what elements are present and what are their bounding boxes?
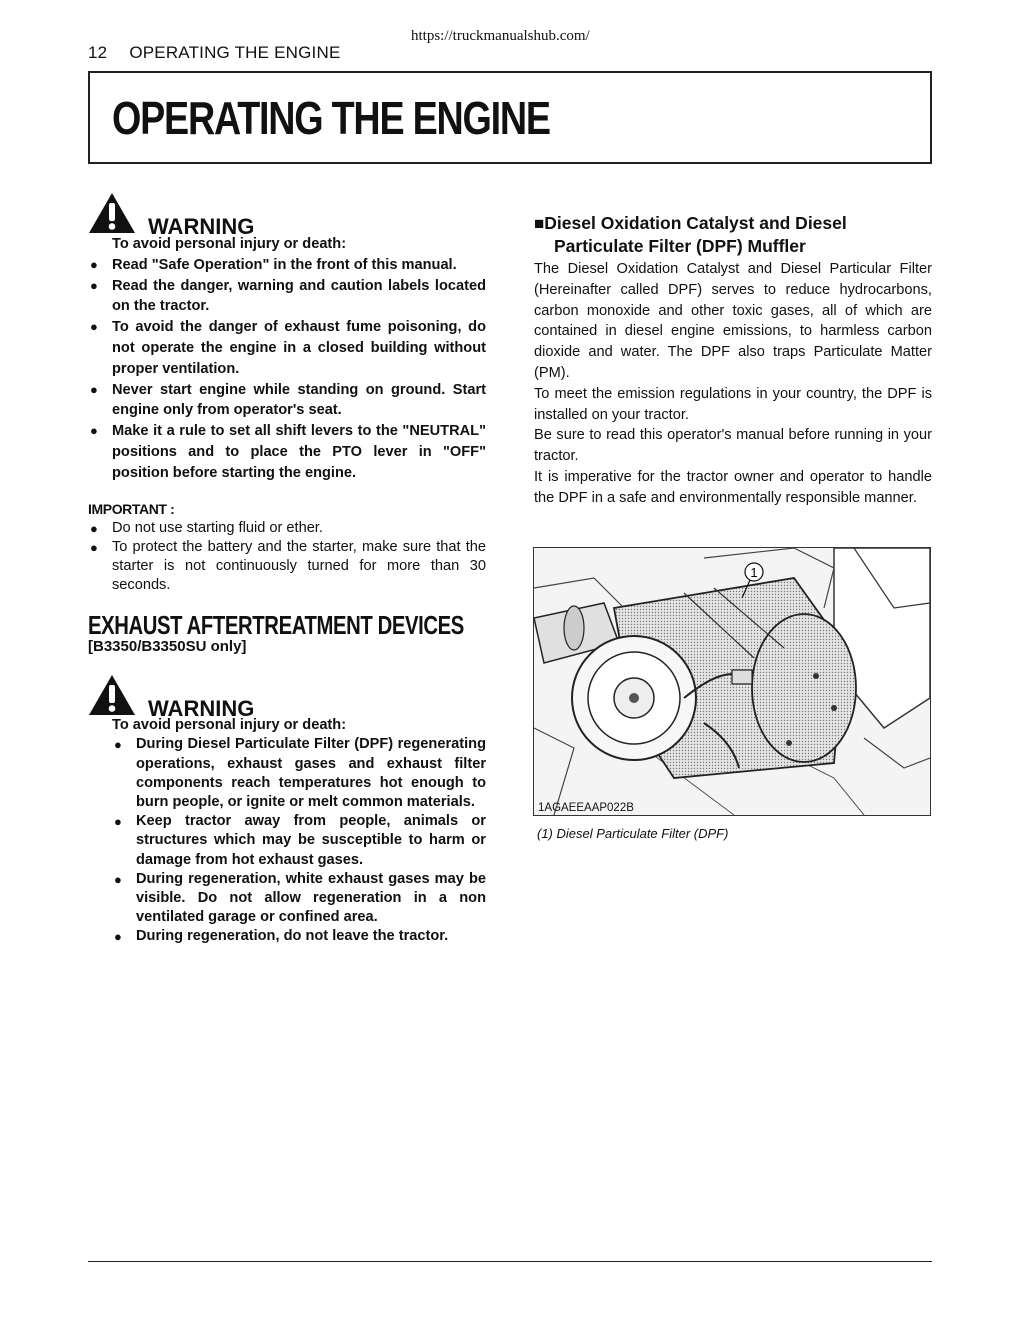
figure-callout-number: 1 — [750, 565, 758, 580]
running-title: OPERATING THE ENGINE — [129, 43, 341, 62]
dpf-figure — [533, 547, 931, 816]
warning-header — [88, 674, 486, 722]
warning-intro: To avoid personal injury or death: — [112, 236, 347, 252]
warning-list — [88, 255, 486, 484]
list-item: ● Read the danger, warning and caution labels located on the tractor. — [88, 276, 486, 318]
section-block — [88, 609, 486, 659]
important-block — [88, 500, 486, 595]
footer-rule — [88, 1261, 932, 1262]
list-item: ● Keep tractor away from people, animals or structures which may be susceptible to harm or damage from hot exhaust gases. — [112, 812, 486, 870]
warning-list — [112, 735, 486, 946]
paragraph: Be sure to read this operator's manual before running in your tractor. — [534, 427, 932, 465]
list-item: ● Do not use starting fluid or ether. — [88, 519, 486, 538]
paragraph: The Diesel Oxidation Catalyst and Diesel Particular Filter (Hereinafter called DPF) serves to reduce hydrocarbons, carbon monoxide and other toxic gases, all of which are contained in diesel engine emissions, to harmless carbon dioxide and water. The DPF also traps Particulate Matter (PM). — [534, 261, 932, 381]
important-list — [88, 519, 486, 595]
right-column — [534, 212, 932, 509]
list-item: ● Never start engine while standing on ground. Start engine only from operator's seat. — [88, 380, 486, 422]
dpf-illustration — [534, 548, 930, 815]
warning-intro: To avoid personal injury or death: — [112, 717, 347, 734]
list-item: ● Make it a rule to set all shift levers to the "NEUTRAL" positions and to place the PTO lever in "OFF" position before starting the engine. — [88, 421, 486, 483]
warning-triangle-icon — [88, 674, 136, 716]
warning-header — [88, 192, 486, 239]
section-subheading: [B3350/B3350SU only] — [88, 638, 247, 656]
left-column — [88, 192, 486, 947]
paragraph: It is imperative for the tractor owner and operator to handle the DPF in a safe and environmentally responsible manner. — [534, 468, 932, 506]
section-heading: EXHAUST AFTERTREATMENT DEVICES — [88, 609, 464, 640]
page-number: 12 — [88, 43, 108, 62]
warning-triangle-icon — [88, 192, 136, 234]
list-item: ● To protect the battery and the starter, make sure that the starter is not continuously turned for more than 30 seconds. — [88, 538, 486, 595]
list-item: ● During Diesel Particulate Filter (DPF) regenerating operations, exhaust gases and exhaust filter components reach temperatures hot enough to burn people, or ignite or melt common materials. — [112, 735, 486, 812]
warning-block-2 — [88, 674, 486, 946]
figure-code: 1AGAEEAAP022B — [538, 802, 634, 814]
paragraph: To meet the emission regulations in your country, the DPF is installed on your tractor. — [534, 385, 932, 423]
list-item: ● To avoid the danger of exhaust fume poisoning, do not operate the engine in a closed building without proper ventilation. — [88, 317, 486, 379]
warning-block-1 — [88, 192, 486, 484]
section-heading — [534, 212, 932, 257]
running-header — [88, 43, 341, 63]
source-url: https://truckmanualshub.com/ — [411, 28, 590, 44]
heading-line-2: Particulate Filter (DPF) Muffler — [554, 236, 806, 256]
list-item: ● During regeneration, do not leave the tractor. — [112, 927, 486, 946]
important-label: IMPORTANT : — [88, 500, 175, 517]
warning-label: WARNING — [148, 696, 255, 722]
list-item: ● Read "Safe Operation" in the front of this manual. — [88, 255, 486, 276]
body-text — [534, 259, 932, 509]
page-title: OPERATING THE ENGINE — [112, 92, 550, 144]
list-item: ● During regeneration, white exhaust gases may be visible. Do not allow regeneration in a non ventilated garage or confined area. — [112, 870, 486, 928]
heading-line-1: Diesel Oxidation Catalyst and Diesel — [544, 213, 847, 233]
warning-label: WARNING — [148, 214, 255, 239]
square-bullet: ■ — [534, 214, 545, 233]
figure-caption: (1) Diesel Particulate Filter (DPF) — [537, 826, 729, 841]
